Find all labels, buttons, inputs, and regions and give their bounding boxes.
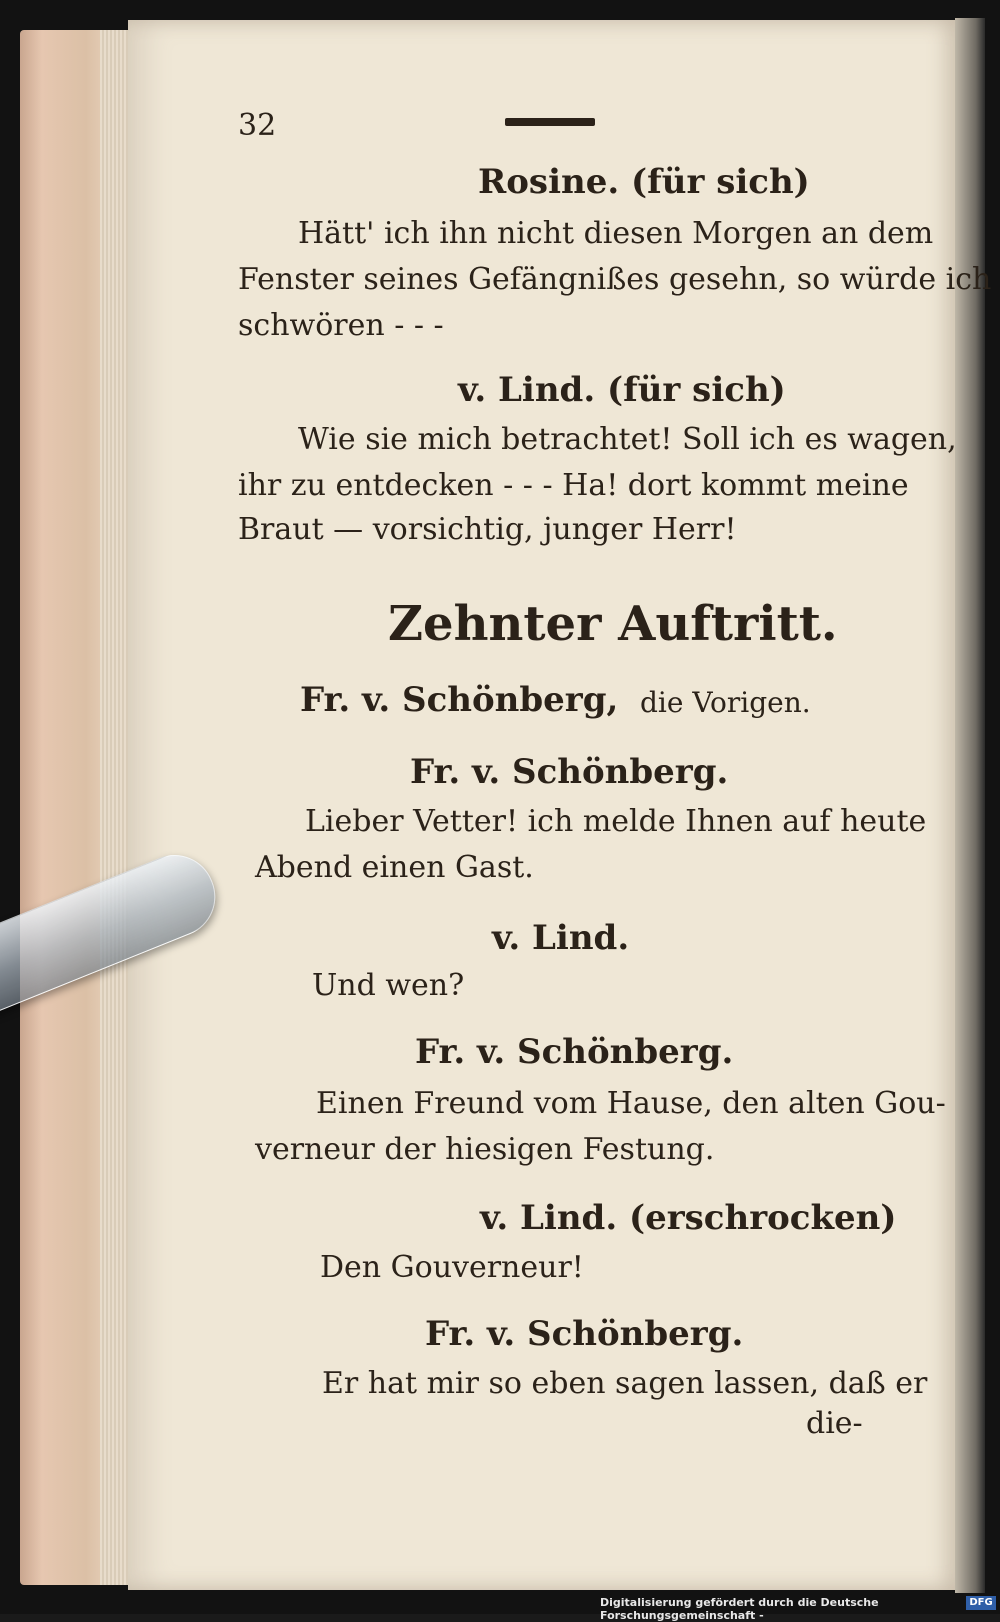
dialogue-line: verneur der hiesigen Festung. [255,1132,715,1167]
dialogue-line: ihr zu entdecken - - - Ha! dort kommt meine [238,468,909,503]
scene-title: Zehnter Auftritt. [388,596,838,652]
dialogue-line: schwören - - - [238,308,444,343]
dialogue-line: Abend einen Gast. [255,850,534,885]
dialogue-line: Hätt' ich ihn nicht diesen Morgen an dem [298,216,934,251]
page-stack-edge [20,30,130,1585]
dialogue-line: Er hat mir so eben sagen lassen, daß er [322,1366,928,1401]
binding-shadow [955,18,985,1593]
dfg-logo: DFG [966,1596,996,1610]
cast-list-others: die Vorigen. [640,686,811,719]
header-ornament [505,118,595,126]
speaker-schoenberg: Fr. v. Schönberg. [410,752,729,792]
speaker-lind: v. Lind. [492,918,630,958]
speaker-schoenberg: Fr. v. Schönberg. [415,1032,734,1072]
dialogue-line: Und wen? [312,968,465,1003]
speaker-rosine: Rosine. (für sich) [478,162,810,202]
dialogue-line: Wie sie mich betrachtet! Soll ich es wagen, [298,422,957,457]
footer-credit: Digitalisierung gefördert durch die Deutsche Forschungsgemeinschaft - [600,1596,879,1622]
cast-list: Fr. v. Schönberg, [300,680,619,720]
speaker-schoenberg: Fr. v. Schönberg. [425,1314,744,1354]
dialogue-line: Einen Freund vom Hause, den alten Gou- [316,1086,946,1121]
speaker-lind: v. Lind. (für sich) [458,370,786,410]
dialogue-line: Braut — vorsichtig, junger Herr! [238,512,737,547]
catchword: die- [806,1406,863,1441]
dialogue-line: Fenster seines Gefängnißes gesehn, so würde ich [238,262,992,297]
page-number: 32 [238,108,277,143]
dialogue-line: Den Gouverneur! [320,1250,584,1285]
speaker-lind: v. Lind. (erschrocken) [480,1198,897,1238]
dialogue-line: Lieber Vetter! ich melde Ihnen auf heute [305,804,927,839]
